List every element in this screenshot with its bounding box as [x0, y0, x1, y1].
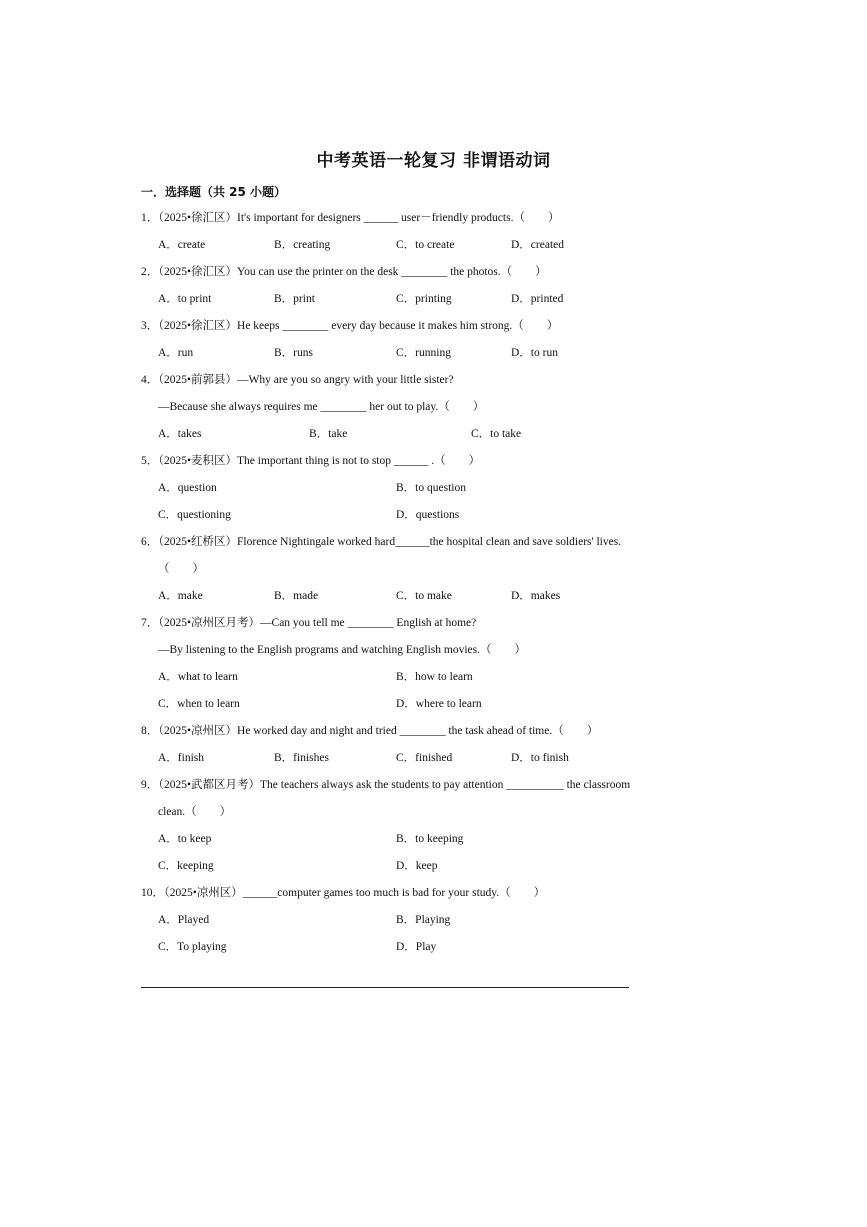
question-1-text: 1．（2025•徐汇区）It's important for designers ______ user－friendly products.（ ）: [141, 212, 560, 224]
q5-option-d[interactable]: D．questions: [396, 509, 460, 521]
q8-option-c[interactable]: C．finished: [396, 752, 453, 764]
question-6-text-line2: （ ）: [158, 563, 204, 575]
q9-option-a[interactable]: A．to keep: [158, 833, 212, 845]
question-4-text: 4．（2025•前郭县）—Why are you so angry with your little sister?: [141, 374, 454, 386]
q2-option-a[interactable]: A．to print: [158, 293, 212, 305]
q3-option-d[interactable]: D．to run: [511, 347, 558, 359]
section-heading: 一．选择题（共 25 小题）: [141, 185, 287, 199]
question-2-text: 2．（2025•徐汇区）You can use the printer on the desk ________ the photos.（ ）: [141, 266, 547, 278]
q2-option-c[interactable]: C．printing: [396, 293, 452, 305]
q7-option-b[interactable]: B．how to learn: [396, 671, 473, 683]
q6-option-a[interactable]: A．make: [158, 590, 203, 602]
q5-option-b[interactable]: B．to question: [396, 482, 466, 494]
q9-option-d[interactable]: D．keep: [396, 860, 438, 872]
q4-option-c[interactable]: C．to take: [471, 428, 522, 440]
q7-option-c[interactable]: C．when to learn: [158, 698, 240, 710]
q5-option-a[interactable]: A．question: [158, 482, 217, 494]
q9-option-b[interactable]: B．to keeping: [396, 833, 464, 845]
q4-option-a[interactable]: A．takes: [158, 428, 202, 440]
page-title: 中考英语一轮复习 非谓语动词: [316, 151, 551, 171]
page-divider-rule: [141, 987, 629, 988]
q8-option-d[interactable]: D．to finish: [511, 752, 569, 764]
q8-option-b[interactable]: B．finishes: [274, 752, 329, 764]
q1-option-d[interactable]: D．created: [511, 239, 564, 251]
question-7-text: 7．（2025•凉州区月考）—Can you tell me ________ English at home?: [141, 617, 477, 629]
question-9-text-line2: clean.（ ）: [158, 806, 232, 818]
q3-option-a[interactable]: A．run: [158, 347, 194, 359]
q1-option-a[interactable]: A．create: [158, 239, 206, 251]
q2-option-d[interactable]: D．printed: [511, 293, 564, 305]
question-10-text: 10．（2025•凉州区）______computer games too much is bad for your study.（ ）: [141, 887, 546, 899]
q7-option-a[interactable]: A．what to learn: [158, 671, 238, 683]
question-3-text: 3．（2025•徐汇区）He keeps ________ every day because it makes him strong.（ ）: [141, 320, 559, 332]
q10-option-b[interactable]: B．Playing: [396, 914, 451, 926]
question-8-text: 8．（2025•凉州区）He worked day and night and tried ________ the task ahead of time.（ ）: [141, 725, 599, 737]
q2-option-b[interactable]: B．print: [274, 293, 315, 305]
q10-option-a[interactable]: A．Played: [158, 914, 210, 926]
q3-option-b[interactable]: B．runs: [274, 347, 313, 359]
question-6-text: 6．（2025•红桥区）Florence Nightingale worked hard______the hospital clean and save soldiers' lives.: [141, 536, 622, 548]
q4-option-b[interactable]: B．take: [309, 428, 348, 440]
q6-option-b[interactable]: B．made: [274, 590, 319, 602]
question-9-text: 9．（2025•武都区月考）The teachers always ask the students to pay attention __________ the classroom: [141, 779, 631, 791]
question-5-text: 5．（2025•麦积区）The important thing is not to stop ______ .（ ）: [141, 455, 481, 467]
question-4-text-line2: —Because she always requires me ________ her out to play.（ ）: [158, 401, 485, 413]
q6-option-c[interactable]: C．to make: [396, 590, 452, 602]
q1-option-b[interactable]: B．creating: [274, 239, 331, 251]
q7-option-d[interactable]: D．where to learn: [396, 698, 482, 710]
q10-option-d[interactable]: D．Play: [396, 941, 437, 953]
q10-option-c[interactable]: C．To playing: [158, 941, 227, 953]
q1-option-c[interactable]: C．to create: [396, 239, 455, 251]
q9-option-c[interactable]: C．keeping: [158, 860, 214, 872]
q3-option-c[interactable]: C．running: [396, 347, 451, 359]
question-7-text-line2: —By listening to the English programs and watching English movies.（ ）: [158, 644, 526, 656]
q8-option-a[interactable]: A．finish: [158, 752, 204, 764]
q5-option-c[interactable]: C．questioning: [158, 509, 231, 521]
q6-option-d[interactable]: D．makes: [511, 590, 561, 602]
